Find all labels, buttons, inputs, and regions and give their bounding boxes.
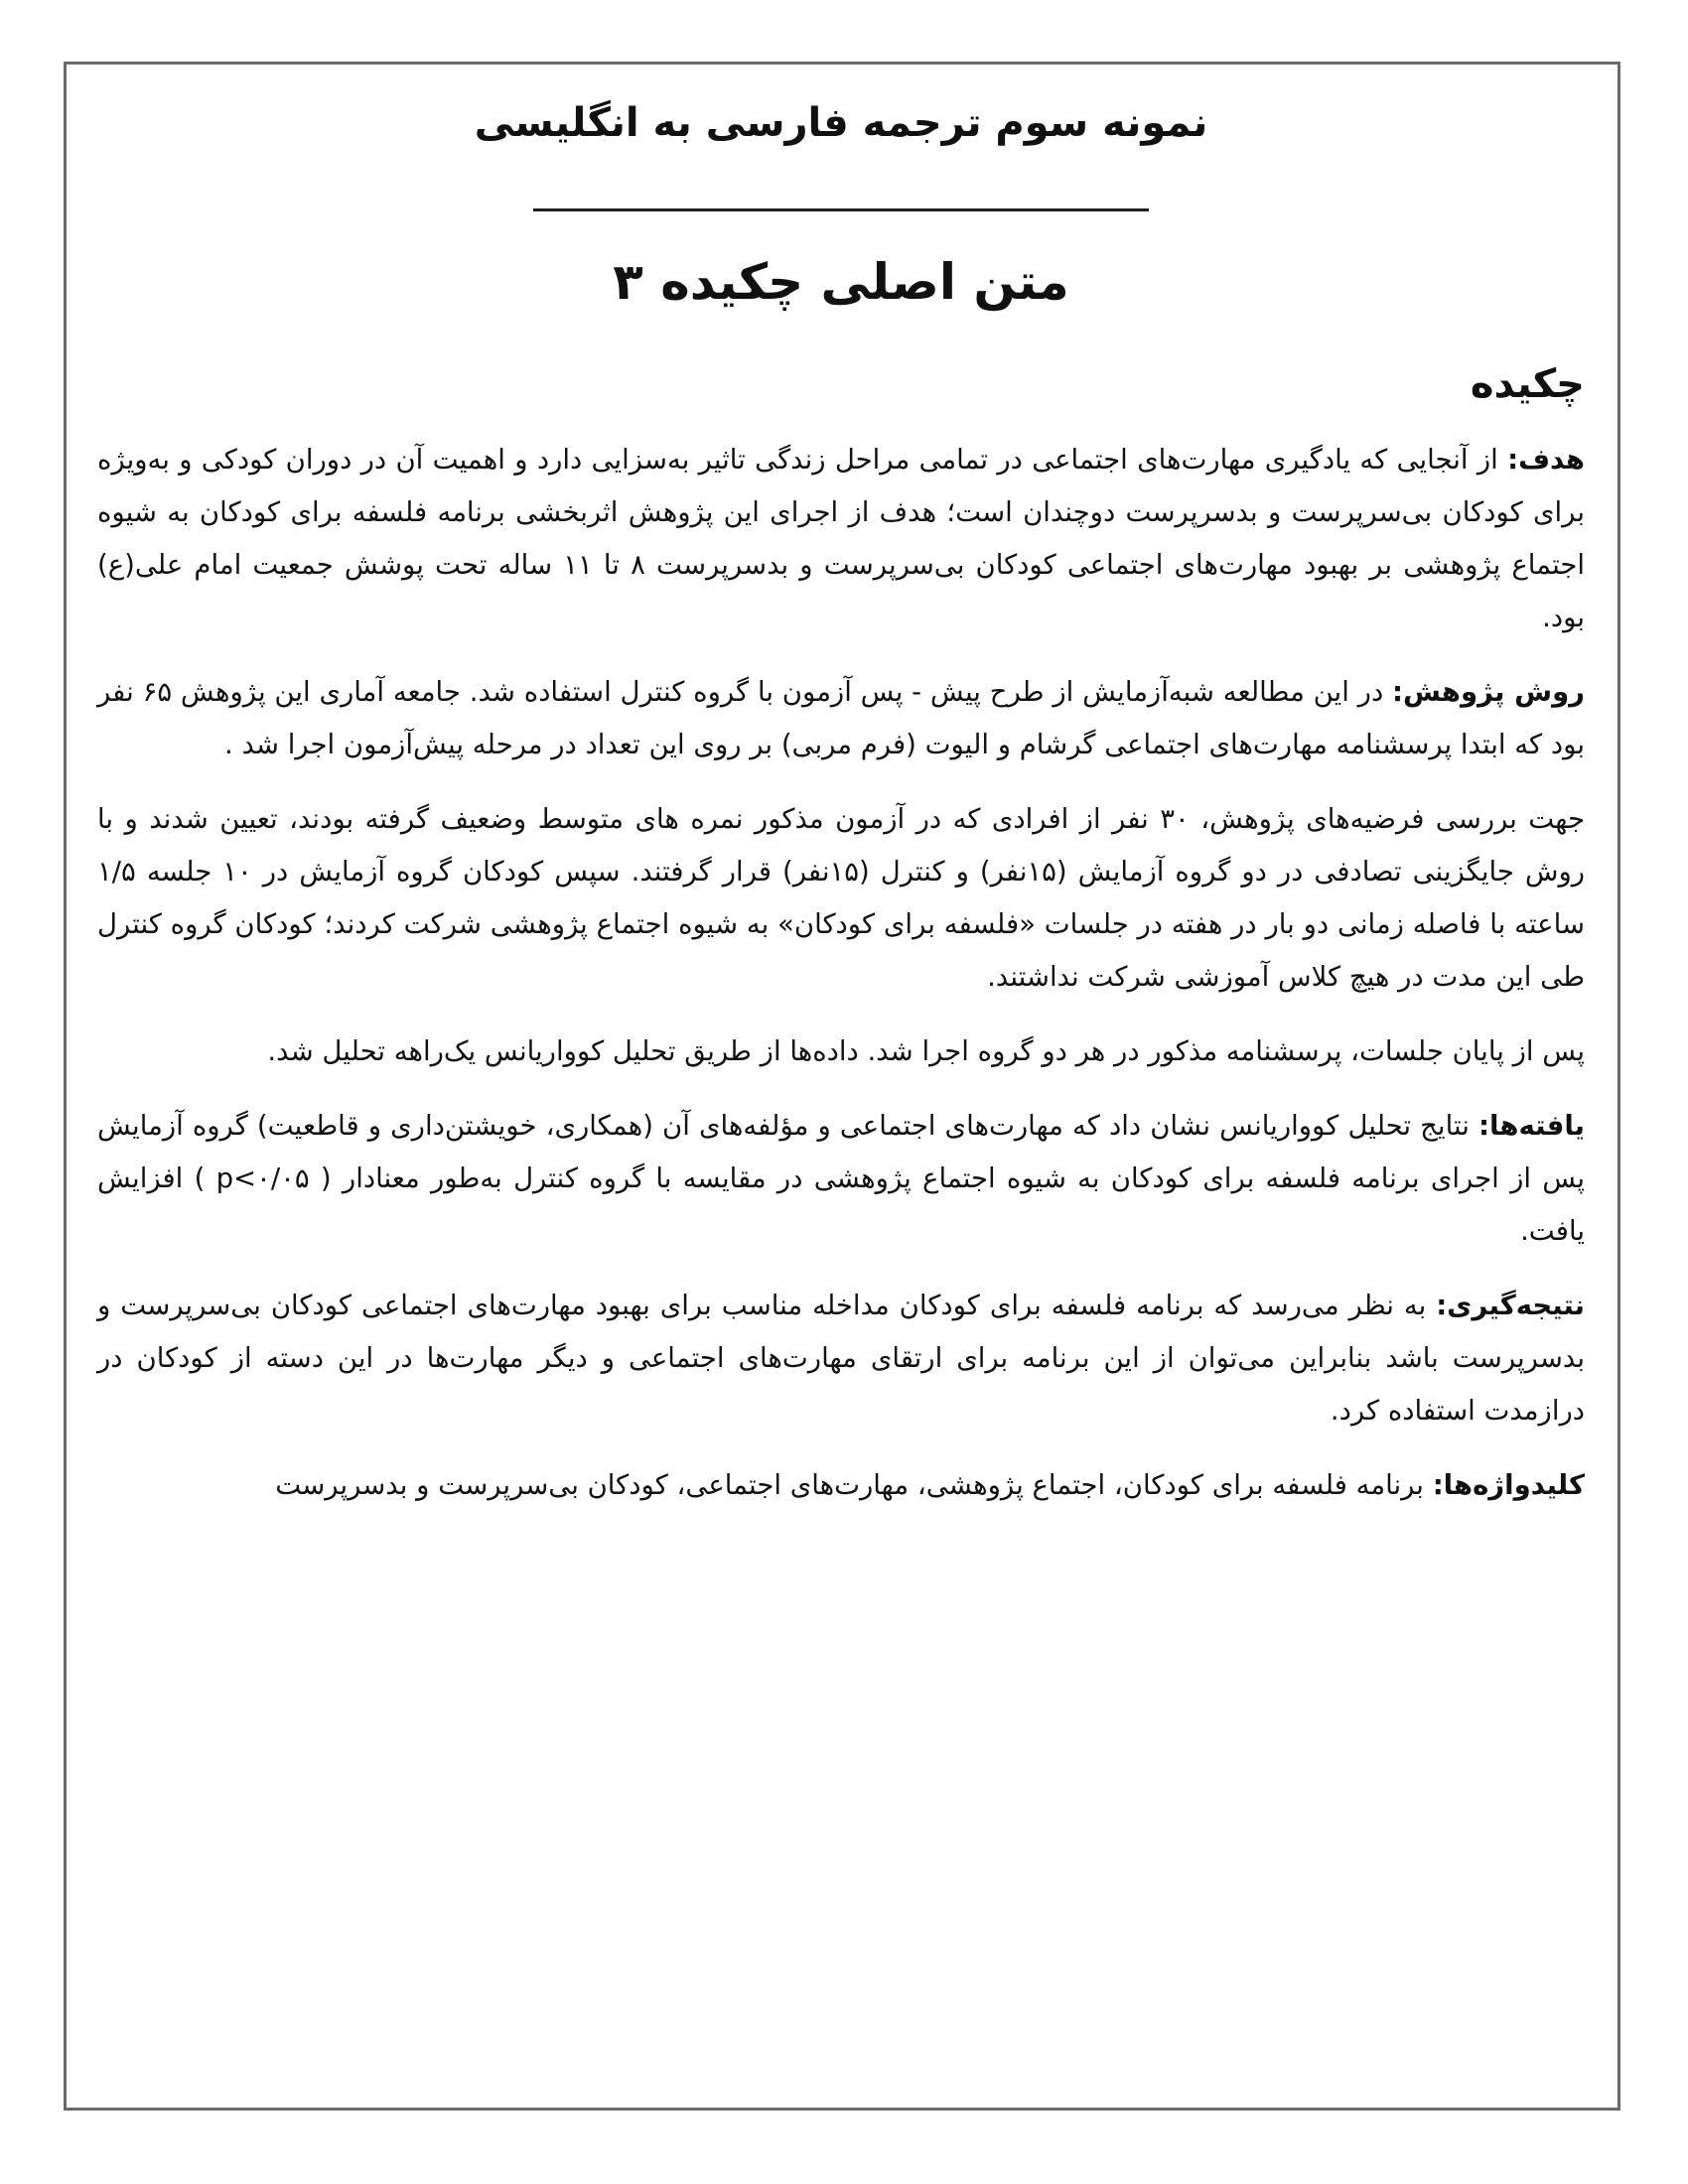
paragraph-conclusion xyxy=(97,1280,1585,1437)
document-subtitle: متن اصلی چکیده ۳ xyxy=(613,253,1069,311)
paragraph-text: در این مطالعه شبه‌آزمایش از طرح پیش - پس آزمون با گروه کنترل استفاده شد. جامعه آماری این پژوهش ۶۵ نفر بود که ابتدا پرسشنامه مهارت‌های اجتماعی گرشام و الیوت (فرم مربی) بر روی این تعداد در مرحله پیش‌آزمون اجرا شد . xyxy=(97,676,1585,760)
paragraph-procedure xyxy=(97,793,1585,1004)
paragraph-keywords xyxy=(97,1459,1585,1512)
paragraph-findings xyxy=(97,1100,1585,1258)
paragraph-text: پس از پایان جلسات، پرسشنامه مذکور در هر دو گروه اجرا شد. داده‌ها از طریق تحلیل کوواریانس یک‌راهه تحلیل شد. xyxy=(267,1035,1585,1067)
title-divider xyxy=(533,208,1149,211)
paragraph-objective xyxy=(97,434,1585,644)
paragraph-analysis xyxy=(97,1025,1585,1078)
paragraph-method xyxy=(97,666,1585,771)
paragraph-text: برنامه فلسفه برای کودکان، اجتماع پژوهشی، مهارت‌های اجتماعی، کودکان بی‌سرپرست و بدسرپرست xyxy=(275,1469,1433,1501)
paragraph-label: نتیجه‌گیری: xyxy=(1436,1290,1585,1321)
paragraph-text: از آنجایی که یادگیری مهارت‌های اجتماعی در تمامی مراحل زندگی تاثیر به‌سزایی دارد و اهمیت آن در دوران کودکی و به‌ویژه برای کودکان بی‌سرپرست و بدسرپرست دوچندان است؛ هدف از اجرای این پژوهش اثربخشی برنامه فلسفه برای کودکان به شیوه اجتماع پژوهشی بر بهبود مهارت‌های اجتماعی کودکان بی‌سرپرست و بدسرپرست ۸ تا ۱۱ ساله تحت پوشش جمعیت امام علی(ع) بود. xyxy=(97,444,1586,633)
paragraph-label: روش پژوهش: xyxy=(1392,676,1585,708)
document-body xyxy=(97,95,1585,1512)
paragraph-text: نتایج تحلیل کوواریانس نشان داد که مهارت‌های اجتماعی و مؤلفه‌های آن (همکاری، خویشتن‌داری و قاطعیت) گروه آزمایش پس از اجرای برنامه فلسفه برای کودکان به شیوه اجتماع پژوهشی در مقایسه با گروه کنترل به‌طور معنادار ( p<۰/۰۵ ) افزایش یافت. xyxy=(97,1110,1585,1247)
section-title-abstract: چکیده xyxy=(1470,361,1585,407)
paragraph-text: جهت بررسی فرضیه‌های پژوهش، ۳۰ نفر از افرادی که در آزمون مذکور نمره های متوسط وضعیف گرفته بودند، تعیین شدند و با روش جایگزینی تصادفی در دو گروه آزمایش (۱۵نفر) و کنترل (۱۵نفر) قرار گرفتند. سپس کودکان گروه آزمایش در ۱۰ جلسه ۱/۵ ساعته با فاصله زمانی دو بار در هفته در جلسات «فلسفه برای کودکان» به شیوه اجتماع پژوهشی شرکت کردند؛ کودکان گروه کنترل طی این مدت در هیچ کلاس آموزشی شرکت نداشتند. xyxy=(97,803,1585,993)
paragraph-text: به نظر می‌رسد که برنامه فلسفه برای کودکان مداخله مناسب برای بهبود مهارت‌های اجتماعی کودکان بی‌سرپرست و بدسرپرست باشد بنابراین می‌توان از این برنامه برای ارتقای مهارت‌های اجتماعی و دیگر مهارت‌ها در این دسته از کودکان در درازمدت استفاده کرد. xyxy=(97,1290,1585,1427)
document-title: نمونه سوم ترجمه فارسی به انگلیسی xyxy=(474,100,1208,146)
paragraph-label: هدف: xyxy=(1507,444,1585,476)
paragraph-label: کلیدواژه‌ها: xyxy=(1432,1469,1585,1501)
paragraph-label: یافته‌ها: xyxy=(1478,1110,1585,1142)
